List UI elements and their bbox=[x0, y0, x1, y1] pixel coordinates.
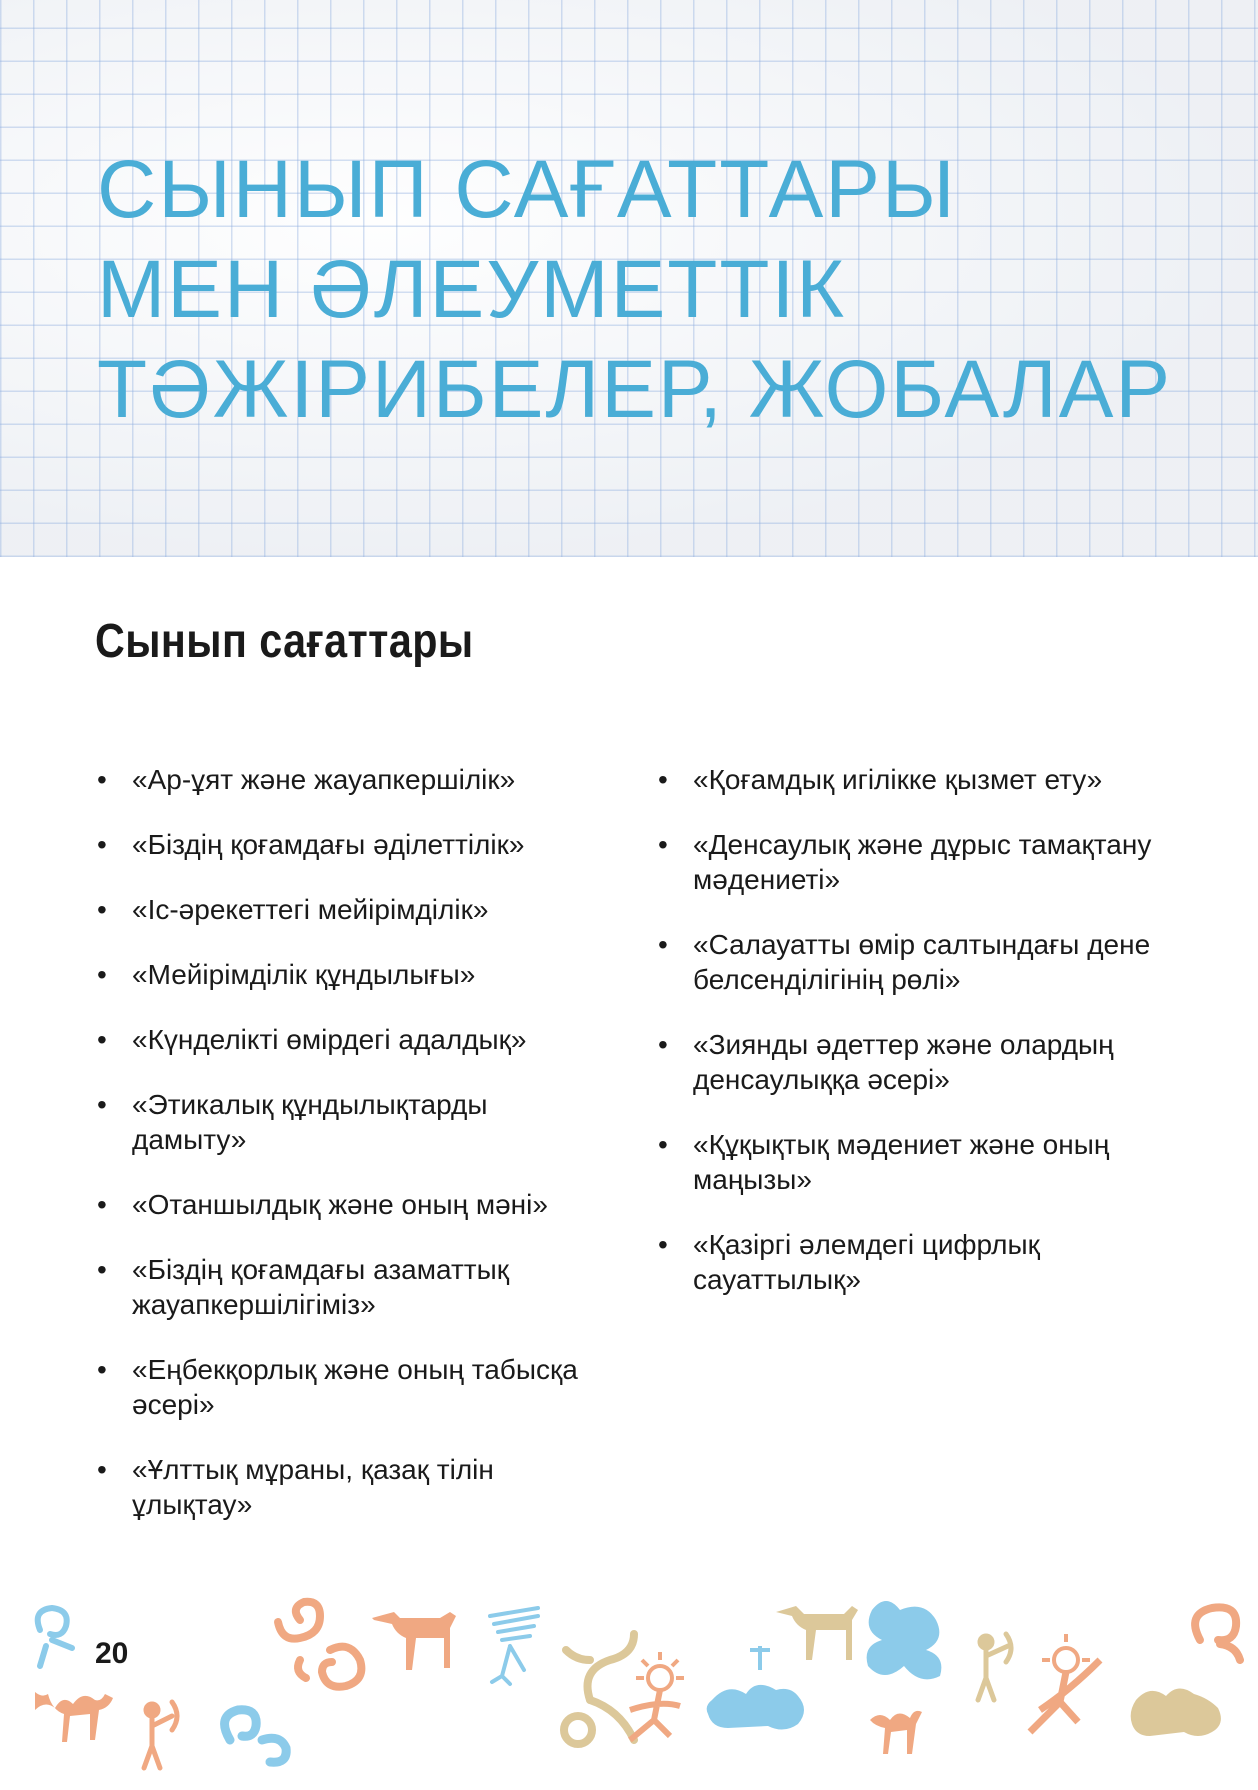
list-item: • «Ұлттық мұраны, қазақ тілін ұлықтау» bbox=[97, 1452, 607, 1522]
list-item: • «Күнделікті өмірдегі адалдық» bbox=[97, 1022, 607, 1057]
list-item: • «Іс-әрекеттегі мейірімділік» bbox=[97, 892, 607, 927]
grid-paper-header bbox=[0, 0, 1258, 557]
list-item: • «Қазіргі әлемдегі цифрлық сауаттылық» bbox=[658, 1227, 1198, 1297]
list-item: • «Қоғамдық игілікке қызмет ету» bbox=[658, 762, 1198, 797]
camel-icon bbox=[35, 1692, 113, 1742]
list-item: • «Құқықтық мәдениет және оның маңызы» bbox=[658, 1127, 1198, 1197]
section-heading: Сынып сағаттары bbox=[95, 615, 474, 668]
petroglyph-ornament-band bbox=[0, 1590, 1258, 1790]
horn-ornament-icon bbox=[564, 1634, 634, 1744]
sun-figure-icon bbox=[630, 1652, 684, 1740]
list-item: • «Салауатты өмір салтындағы дене белсенділігінің рөлі» bbox=[658, 927, 1198, 997]
archer-icon bbox=[978, 1634, 1011, 1700]
horse-icon bbox=[776, 1606, 858, 1660]
cloud-ornament-icon bbox=[225, 1710, 287, 1762]
swirl-icon bbox=[38, 1608, 72, 1666]
tree-icon bbox=[490, 1608, 538, 1684]
swirl-icon bbox=[1195, 1607, 1240, 1660]
camel-icon bbox=[870, 1711, 922, 1754]
list-item: • «Ар-ұят және жауапкершілік» bbox=[97, 762, 607, 797]
archer-icon bbox=[144, 1702, 177, 1768]
left-topic-list bbox=[97, 762, 607, 1552]
title-line-1: СЫНЫП САҒАТТАРЫ bbox=[97, 144, 957, 235]
fleur-ornament-icon bbox=[867, 1601, 942, 1679]
page-number: 20 bbox=[95, 1637, 129, 1670]
list-item: • «Зиянды әдеттер және олардың денсаулыққа әсері» bbox=[658, 1027, 1198, 1097]
list-item: • «Біздің қоғамдағы әділеттілік» bbox=[97, 827, 607, 862]
sun-figure-icon bbox=[1030, 1634, 1100, 1732]
list-item: • «Еңбекқорлық және оның табысқа әсері» bbox=[97, 1352, 607, 1422]
horse-icon bbox=[372, 1612, 456, 1670]
right-topic-list bbox=[658, 762, 1198, 1327]
spiral-ornament-icon bbox=[278, 1602, 361, 1687]
list-item: • «Отаншылдық және оның мәні» bbox=[97, 1187, 607, 1222]
list-item: • «Біздің қоғамдағы азаматтық жауапкершілігіміз» bbox=[97, 1252, 607, 1322]
list-item: • «Денсаулық және дұрыс тамақтану мәдениеті» bbox=[658, 827, 1198, 897]
page-title bbox=[97, 140, 1172, 440]
camel-icon bbox=[1131, 1688, 1221, 1736]
list-item: • «Мейірімділік құндылығы» bbox=[97, 957, 607, 992]
title-line-2: МЕН ӘЛЕУМЕТТІК bbox=[97, 244, 847, 335]
list-item: • «Этикалық құндылықтарды дамыту» bbox=[97, 1087, 607, 1157]
title-line-3: ТӘЖІРИБЕЛЕР, ЖОБАЛАР bbox=[97, 344, 1173, 435]
camel-icon bbox=[707, 1646, 804, 1730]
